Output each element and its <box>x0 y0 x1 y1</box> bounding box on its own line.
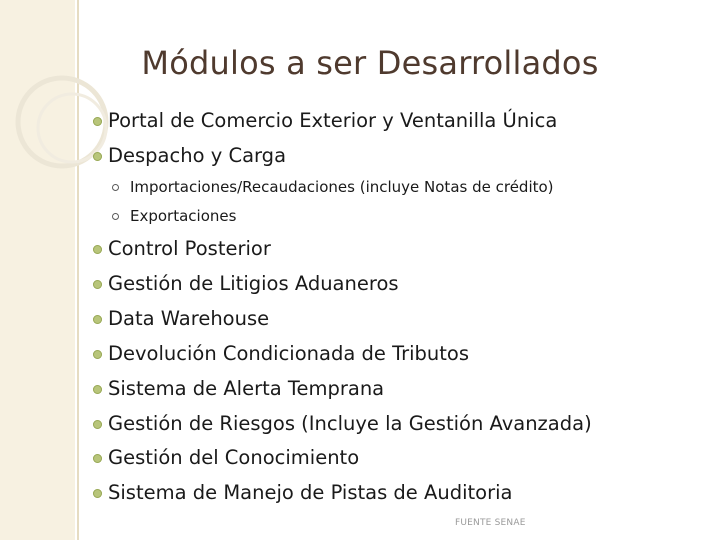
bullet-dot-icon <box>93 385 102 394</box>
bullet-dot-icon <box>93 245 102 254</box>
bullet-text: Devolución Condicionada de Tributos <box>108 342 470 365</box>
sub-bullet-text: Exportaciones <box>130 207 237 225</box>
sub-bullet-text: Importaciones/Recaudaciones (incluye Notas de crédito) <box>130 178 554 196</box>
bullet-text: Gestión de Litigios Aduaneros <box>108 272 399 295</box>
bullet-text: Data Warehouse <box>108 307 270 330</box>
bullet-text: Sistema de Alerta Temprana <box>108 377 385 400</box>
bullet-dot-icon <box>93 454 102 463</box>
bullet-text: Gestión de Riesgos (Incluye la Gestión Avanzada) <box>108 412 592 435</box>
sub-bullet-ring-icon <box>112 213 119 220</box>
bullet-dot-icon <box>93 420 102 429</box>
bullet-text: Control Posterior <box>108 237 271 260</box>
bullet-dot-icon <box>93 152 102 161</box>
bullet-text: Sistema de Manejo de Pistas de Auditoria <box>108 481 513 504</box>
bullet-dot-icon <box>93 489 102 498</box>
decorative-rings-graphic <box>0 0 150 200</box>
bullet-dot-icon <box>93 280 102 289</box>
bullet-text: Gestión del Conocimiento <box>108 446 360 469</box>
bullet-text: Portal de Comercio Exterior y Ventanilla Única <box>108 109 558 132</box>
bullet-dot-icon <box>93 117 102 126</box>
bullet-dot-icon <box>93 350 102 359</box>
slide-title: Módulos a ser Desarrollados <box>141 44 599 82</box>
bullet-dot-icon <box>93 315 102 324</box>
footer-source: FUENTE SENAE <box>455 518 526 528</box>
sub-bullet-ring-icon <box>112 184 119 191</box>
bullet-text: Despacho y Carga <box>108 144 287 167</box>
